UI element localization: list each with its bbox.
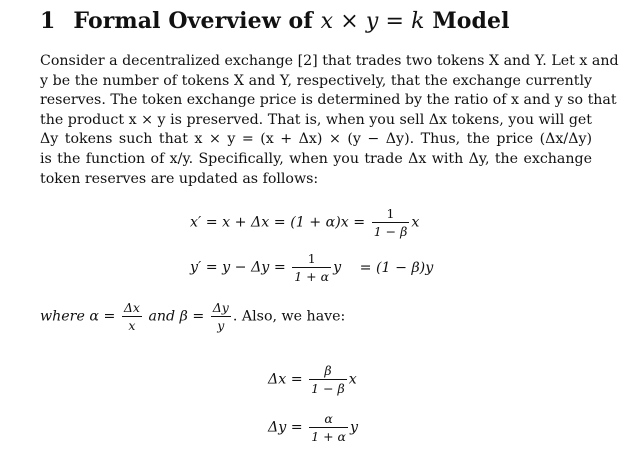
eq1-fraction <box>372 206 410 239</box>
eq4-denominator: 1 + α <box>311 429 347 444</box>
eq1-lhs: x′ = x + Δx = (1 + α)x = <box>190 214 366 231</box>
section-title-math: x × y = k <box>320 9 425 34</box>
paragraph-line: Consider a decentralized exchange [2] that trades two tokens X and Y. Let x and <box>40 53 619 69</box>
where-and: and β = <box>148 308 205 325</box>
where-suffix: . Also, we have: <box>232 308 346 325</box>
alpha-numerator: Δx <box>123 300 140 315</box>
eq4-tail: y <box>350 419 359 436</box>
eq2-fraction <box>292 251 331 284</box>
beta-fraction <box>211 300 231 333</box>
paragraph-line: Δy tokens such that x × y = (x + Δx) × (y − Δy). Thus, the price (Δx/Δy) <box>40 131 592 148</box>
section-heading <box>40 8 510 34</box>
paragraph-line: reserves. The token exchange price is determined by the ratio of x and y so that <box>40 92 617 109</box>
eq1-denominator: 1 − β <box>373 224 408 239</box>
equation-delta-x <box>268 363 357 396</box>
eq2-tail: y <box>333 259 342 276</box>
alpha-fraction <box>122 300 142 333</box>
eq4-lhs: Δy = <box>268 419 303 436</box>
eq2-rhs: = (1 − β)y <box>359 259 434 276</box>
body-paragraph <box>40 52 619 189</box>
alpha-denominator: x <box>128 318 136 333</box>
eq2-numerator: 1 <box>292 251 331 268</box>
eq4-numerator: α <box>309 411 348 428</box>
beta-denominator: y <box>217 318 225 333</box>
paragraph-line: the product x × y is preserved. That is, when you sell Δx tokens, you will get <box>40 111 592 128</box>
eq3-tail: x <box>348 371 357 388</box>
section-number: 1 <box>40 8 56 34</box>
eq1-numerator: 1 <box>372 206 410 223</box>
eq2-denominator: 1 + α <box>294 269 330 284</box>
equation-delta-y <box>268 411 358 444</box>
beta-numerator: Δy <box>212 300 229 315</box>
eq3-denominator: 1 − β <box>311 381 345 396</box>
eq3-lhs: Δx = <box>268 371 303 388</box>
where-definitions <box>40 300 345 333</box>
eq1-tail: x <box>411 214 420 231</box>
eq3-numerator: β <box>309 363 347 380</box>
eq4-fraction <box>309 411 348 444</box>
paragraph-line: is the function of x/y. Specifically, when you trade Δx with Δy, the exchange <box>40 150 592 167</box>
where-prefix: where α = <box>40 308 116 325</box>
equation-y-prime <box>190 251 433 284</box>
paragraph-line: token reserves are updated as follows: <box>40 170 319 187</box>
eq2-lhs: y′ = y − Δy = <box>190 259 286 276</box>
section-title-suffix: Model <box>432 8 510 34</box>
eq3-fraction <box>309 363 347 396</box>
section-title-prefix: Formal Overview of <box>73 8 313 34</box>
equation-x-prime <box>190 206 419 239</box>
paragraph-line: y be the number of tokens X and Y, respectively, that the exchange currently <box>40 72 592 89</box>
